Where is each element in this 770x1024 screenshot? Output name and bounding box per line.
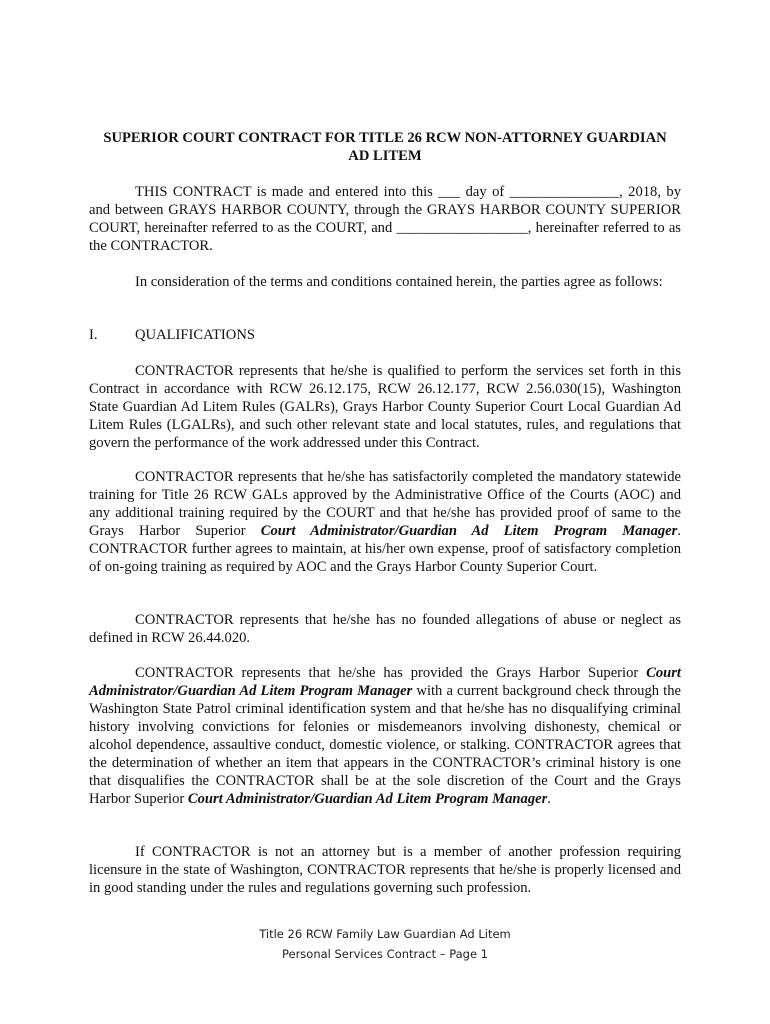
background-check-paragraph: [89, 664, 681, 808]
title-line-2: AD LITEM: [348, 148, 422, 164]
training-text-b: . CONTRACTOR further agrees to maintain, at his/her own expense, proof of satisfactory completion of on-going training as required by AOC and the Grays Harbor County Superior Court.: [89, 523, 681, 575]
page-footer: [0, 924, 770, 964]
intro-paragraph: THIS CONTRACT is made and entered into this ___ day of _______________, 2018, by and between GRAYS HARBOR COUNTY, through the GRAYS HARBOR COUNTY SUPERIOR COURT, hereinafter referred to as the COURT, and __________________, hereinafter referred to as the CONTRACTOR.: [89, 184, 681, 254]
program-manager-emphasis-1: Court Administrator/Guardian Ad Litem Program Manager: [89, 665, 681, 699]
footer-line-1: Title 26 RCW Family Law Guardian Ad Litem: [259, 927, 511, 941]
consideration-paragraph: In consideration of the terms and conditions contained herein, the parties agree as follows:: [135, 274, 663, 290]
qualifications-paragraph-1: CONTRACTOR represents that he/she is qualified to perform the services set forth in this Contract in accordance with RCW 26.12.175, RCW 26.12.177, RCW 2.56.030(15), Washington State Guardian Ad Litem Rules (GALRs), Grays Harbor County Superior Court Local Guardian Ad Litem Rules (LGALRs), and such other relevant state and local statutes, rules, and regulations that govern the performance of the work addressed under this Contract.: [89, 363, 681, 451]
background-text-c: .: [547, 791, 551, 807]
document-title: [88, 129, 682, 165]
program-manager-emphasis-2: Court Administrator/Guardian Ad Litem Program Manager: [187, 791, 548, 807]
program-manager-emphasis: Court Administrator/Guardian Ad Litem Program Manager: [260, 523, 678, 539]
footer-line-2: Personal Services Contract – Page 1: [281, 947, 489, 961]
training-text-a: CONTRACTOR represents that he/she has satisfactorily completed the mandatory statewide training for Title 26 RCW GALs approved by the Administrative Office of the Courts (AOC) and any additional training required by the COURT and that he/she has provided proof of same to the Grays Harbor Superior: [89, 469, 681, 539]
background-text-a: CONTRACTOR represents that he/she has provided the Grays Harbor Superior: [135, 665, 647, 681]
section-title: QUALIFICATIONS: [135, 327, 255, 343]
section-number: I.: [89, 327, 98, 343]
title-line-1: SUPERIOR COURT CONTRACT FOR TITLE 26 RCW NON-ATTORNEY GUARDIAN: [103, 130, 667, 146]
abuse-allegations-paragraph: CONTRACTOR represents that he/she has no founded allegations of abuse or neglect as defined in RCW 26.44.020.: [89, 612, 681, 646]
training-paragraph: [89, 468, 681, 576]
licensure-paragraph: If CONTRACTOR is not an attorney but is a member of another profession requiring licensure in the state of Washington, CONTRACTOR represents that he/she is properly licensed and in good standing under the rules and regulations governing such profession.: [89, 844, 681, 896]
background-text-b: with a current background check through the Washington State Patrol criminal identification system and that he/she has no disqualifying criminal history involving convictions for felonies or misdemeanors involving dishonesty, chemical or alcohol dependence, assaultive conduct, domestic violence, or stalking. CONTRACTOR agrees that the determination of whether an item that appears in the CONTRACTOR’s criminal history is one that disqualifies the CONTRACTOR shall be at the sole discretion of the Court and the Grays Harbor Superior: [89, 683, 682, 807]
